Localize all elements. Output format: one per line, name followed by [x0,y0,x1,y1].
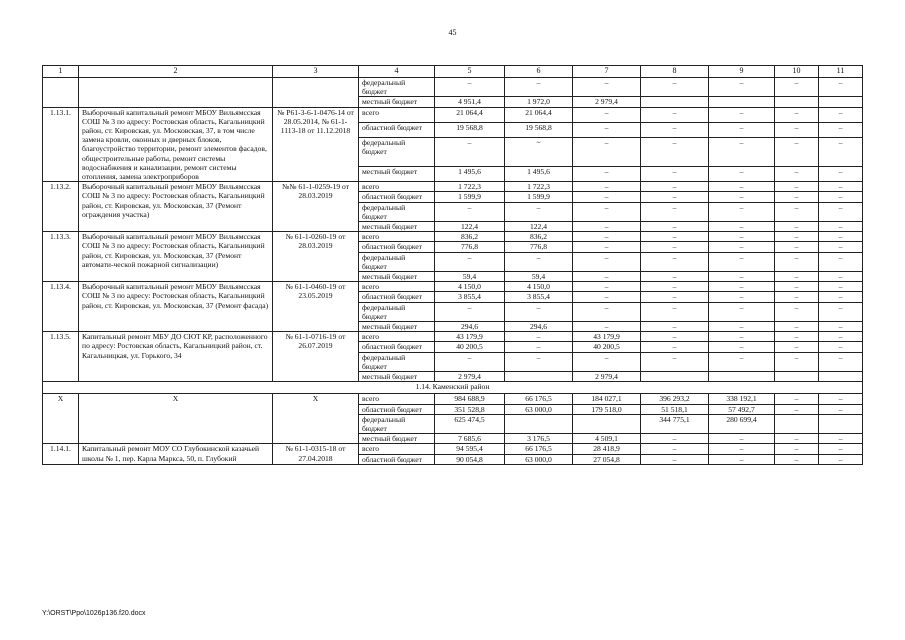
value-cell [641,372,709,382]
value-cell: 396 293,2 [641,394,709,404]
budget-label: всего [359,394,435,404]
region-row [43,382,863,394]
value-cell: – [709,272,775,282]
value-cell: 28 418,9 [573,444,641,454]
value-cell: 4 150,0 [435,282,505,292]
value-cell: – [641,192,709,202]
cell-num: 1.13.3. [43,232,79,282]
value-cell: – [775,434,819,444]
value-cell: 27 054,8 [573,454,641,464]
value-cell: – [709,352,775,371]
value-cell [819,414,863,433]
value-cell: – [435,138,505,167]
value-cell: 90 054,8 [435,454,505,464]
value-cell: – [775,167,819,182]
value-cell: – [435,78,505,97]
value-cell: – [775,302,819,321]
budget-label: федеральный бюджет [359,302,435,321]
value-cell: – [819,202,863,221]
budget-label: местный бюджет [359,97,435,107]
value-cell: – [775,107,819,122]
value-cell [641,97,709,107]
value-cell: 21 064,4 [435,107,505,122]
value-cell: – [775,138,819,167]
value-cell: – [819,242,863,252]
cell-desc: Выборочный капитальный ремонт МБОУ Вильямсская СОШ № 3 по адресу: Ростовская область, Кагальницкий район, ст. Кировская, ул. Московская, 37 (Ремонт ограждения участка) [79,182,273,232]
cell-doc: № 61-1-0260-19 от 28.03.2019 [273,232,359,282]
cell-desc: Х [79,394,273,444]
value-cell: – [641,302,709,321]
budget-label: федеральный бюджет [359,352,435,371]
value-cell: 2 979,4 [435,372,505,382]
value-cell: – [819,332,863,342]
value-cell: – [641,322,709,332]
value-cell: – [775,394,819,404]
value-cell: – [573,232,641,242]
value-cell [819,372,863,382]
value-cell: 40 200,5 [435,342,505,352]
budget-label: областной бюджет [359,242,435,252]
value-cell: – [641,138,709,167]
cell-desc: Выборочный капитальный ремонт МБОУ Вильямсская СОШ № 3 по адресу: Ростовская область, Кагальницкий район, ст. Кировская, ул. Московская, 37, в том числе замена кровли, оконных и дверных блоков, благоустройство территории, ремонт элементов фасадов, общестроительные работы, ремонт системы водоснабжения и канализации, ремонт системы отопления, замена электроприборов [79,107,273,182]
cell-num: 1.14.1. [43,444,79,464]
value-cell: – [435,252,505,271]
value-cell: 51 518,1 [641,404,709,414]
value-cell: 344 775,1 [641,414,709,433]
cell-doc: № 61-1-0716-19 от 26.07.2019 [273,332,359,382]
value-cell: – [641,282,709,292]
value-cell: – [819,122,863,137]
value-cell: – [819,454,863,464]
column-header-row [43,66,863,78]
value-cell: – [775,222,819,232]
column-header: 2 [79,66,273,78]
value-cell: – [641,332,709,342]
value-cell: – [775,78,819,97]
budget-label: федеральный бюджет [359,414,435,433]
value-cell: – [775,192,819,202]
budget-label: всего [359,332,435,342]
value-cell: – [573,78,641,97]
value-cell: – [505,332,573,342]
value-cell: – [819,352,863,371]
value-cell: – [505,352,573,371]
value-cell: – [775,202,819,221]
value-cell: – [573,202,641,221]
budget-label: областной бюджет [359,454,435,464]
column-header: 3 [273,66,359,78]
value-cell: – [709,232,775,242]
value-cell: 776,8 [435,242,505,252]
region-title: 1.14. Каменский район [43,382,863,394]
value-cell: – [641,444,709,454]
value-cell: 40 200,5 [573,342,641,352]
table-row [43,232,863,242]
value-cell: – [709,242,775,252]
budget-label: всего [359,232,435,242]
value-cell [819,97,863,107]
budget-label: местный бюджет [359,272,435,282]
value-cell: 19 568,8 [505,122,573,137]
value-cell: – [775,282,819,292]
value-cell: – [573,182,641,192]
value-cell [709,97,775,107]
value-cell: – [709,192,775,202]
value-cell [573,414,641,433]
value-cell: – [819,394,863,404]
value-cell: – [775,292,819,302]
value-cell: – [505,202,573,221]
value-cell: – [709,302,775,321]
value-cell: – [819,138,863,167]
value-cell: 4 150,0 [505,282,573,292]
value-cell: – [709,292,775,302]
value-cell: 2 979,4 [573,372,641,382]
value-cell: – [775,454,819,464]
value-cell [775,414,819,433]
items-body [43,107,863,332]
value-cell: – [819,222,863,232]
value-cell: – [641,454,709,464]
value-cell: – [819,252,863,271]
value-cell [709,372,775,382]
value-cell: 3 855,4 [505,292,573,302]
table-row [43,282,863,292]
cell-doc: № 61-1-0460-19 от 23.05.2019 [273,282,359,332]
cell-num: 1.13.2. [43,182,79,232]
value-cell: – [573,138,641,167]
column-header: 4 [359,66,435,78]
value-cell: 184 027,1 [573,394,641,404]
budget-label: областной бюджет [359,122,435,137]
budget-label: местный бюджет [359,322,435,332]
budget-label: федеральный бюджет [359,252,435,271]
budget-label: всего [359,444,435,454]
value-cell: – [819,434,863,444]
value-cell: – [709,222,775,232]
value-cell: 776,8 [505,242,573,252]
value-cell: 338 192,1 [709,394,775,404]
column-header: 11 [819,66,863,78]
value-cell: – [573,167,641,182]
value-cell [505,414,573,433]
table-row [43,394,863,404]
value-cell: – [641,342,709,352]
value-cell: – [505,252,573,271]
value-cell: – [505,302,573,321]
value-cell: – [641,182,709,192]
value-cell: – [775,272,819,282]
value-cell: – [819,322,863,332]
value-cell: 351 528,8 [435,404,505,414]
cell-doc: №№ 61-1-0259-19 от 28.03.2019 [273,182,359,232]
value-cell: – [775,342,819,352]
value-cell: – [573,322,641,332]
budget-label: федеральный бюджет [359,202,435,221]
value-cell: – [819,232,863,242]
value-cell: 43 179,9 [573,332,641,342]
budget-label: областной бюджет [359,342,435,352]
value-cell: 2 979,4 [573,97,641,107]
budget-label: областной бюджет [359,192,435,202]
value-cell: – [573,242,641,252]
value-cell: – [709,252,775,271]
value-cell: – [775,242,819,252]
value-cell: 1 495,6 [435,167,505,182]
value-cell: 4 509,1 [573,434,641,444]
value-cell: – [775,444,819,454]
value-cell: 94 595,4 [435,444,505,454]
value-cell: 984 688,9 [435,394,505,404]
value-cell: – [819,182,863,192]
value-cell: – [819,272,863,282]
value-cell: 1 495,6 [505,167,573,182]
value-cell: – [435,202,505,221]
value-cell: – [709,434,775,444]
table-row [43,332,863,342]
table-row [43,78,863,97]
value-cell: 66 176,5 [505,394,573,404]
value-cell: 21 064,4 [505,107,573,122]
value-cell [505,372,573,382]
value-cell: – [641,222,709,232]
budget-label: местный бюджет [359,167,435,182]
budget-label: областной бюджет [359,404,435,414]
value-cell: – [819,302,863,321]
value-cell: 1 599,9 [435,192,505,202]
value-cell: – [573,222,641,232]
value-cell: 3 855,4 [435,292,505,302]
value-cell: 3 176,5 [505,434,573,444]
column-header: 7 [573,66,641,78]
column-header: 10 [775,66,819,78]
cell-doc: № 61-1-0315-18 от 27.04.2018 [273,444,359,464]
value-cell: – [641,272,709,282]
value-cell: – [709,107,775,122]
value-cell: – [819,78,863,97]
value-cell: – [819,192,863,202]
budget-label: федеральный бюджет [359,78,435,97]
value-cell: – [709,202,775,221]
value-cell: – [641,202,709,221]
budget-label: местный бюджет [359,434,435,444]
value-cell: – [641,167,709,182]
value-cell: – [641,78,709,97]
value-cell: 59,4 [435,272,505,282]
value-cell [775,97,819,107]
value-cell: 280 699,4 [709,414,775,433]
value-cell: – [775,404,819,414]
value-cell: – [775,252,819,271]
value-cell: 7 685,6 [435,434,505,444]
budget-label: местный бюджет [359,222,435,232]
value-cell: – [775,352,819,371]
footer-file-path: Y:\ORST\Ppo\1026p136.f20.docx [42,610,146,617]
value-cell: – [505,342,573,352]
value-cell: 4 951,4 [435,97,505,107]
budget-label: всего [359,107,435,122]
value-cell: – [775,122,819,137]
value-cell: – [641,107,709,122]
value-cell: – [435,302,505,321]
value-cell: – [709,444,775,454]
value-cell: 836,2 [505,232,573,242]
value-cell: – [819,404,863,414]
value-cell: – [573,107,641,122]
value-cell: – [641,352,709,371]
value-cell: – [573,252,641,271]
value-cell: 63 000,0 [505,454,573,464]
value-cell: – [573,122,641,137]
value-cell: – [641,434,709,444]
table-row [43,107,863,122]
value-cell: – [709,167,775,182]
value-cell: 122,4 [435,222,505,232]
value-cell: – [573,282,641,292]
value-cell: 294,6 [505,322,573,332]
value-cell: – [573,272,641,282]
column-header: 6 [505,66,573,78]
value-cell: – [709,282,775,292]
value-cell: – [819,342,863,352]
value-cell: 122,4 [505,222,573,232]
value-cell: – [775,232,819,242]
budget-label: всего [359,282,435,292]
value-cell: – [819,167,863,182]
value-cell: – [641,242,709,252]
value-cell: – [819,292,863,302]
cell-num: 1.13.4. [43,282,79,332]
budget-label: местный бюджет [359,372,435,382]
column-header: 9 [709,66,775,78]
value-cell: 57 492,7 [709,404,775,414]
table-row [43,444,863,454]
value-cell: – [819,282,863,292]
value-cell [775,372,819,382]
value-cell: – [819,444,863,454]
value-cell: 836,2 [435,232,505,242]
value-cell: – [709,322,775,332]
value-cell: – [775,322,819,332]
value-cell: – [641,232,709,242]
cell-desc: Капитальный ремонт МОУ СО Глубокинской казачьей школы № 1, пер. Карла Маркса, 50, п. Глубокий [79,444,273,464]
cell-doc [273,78,359,108]
column-header: 8 [641,66,709,78]
value-cell: 1 722,3 [505,182,573,192]
column-header: 5 [435,66,505,78]
cell-num: 1.13.5. [43,332,79,382]
budget-label: областной бюджет [359,292,435,302]
budget-label: федеральный бюджет [359,138,435,167]
value-cell: 43 179,9 [435,332,505,342]
value-cell: – [641,292,709,302]
value-cell: – [641,122,709,137]
value-cell: – [573,292,641,302]
cell-num: 1.13.1. [43,107,79,182]
value-cell: – [709,182,775,192]
value-cell: ~ [505,138,573,167]
value-cell: – [775,332,819,342]
budget-table [42,65,863,465]
cell-doc: Х [273,394,359,444]
value-cell: 294,6 [435,322,505,332]
value-cell: 66 176,5 [505,444,573,454]
value-cell: – [505,78,573,97]
value-cell: – [573,352,641,371]
value-cell: 63 000,0 [505,404,573,414]
cell-desc: Выборочный капитальный ремонт МБОУ Вильямсская СОШ № 3 по адресу: Ростовская область, Кагальницкий район, ст. Кировская, ул. Московская, 37 (Ремонт фасада) [79,282,273,332]
value-cell: 1 972,0 [505,97,573,107]
value-cell: – [709,454,775,464]
cell-num: Х [43,394,79,444]
table-row [43,182,863,192]
budget-label: всего [359,182,435,192]
value-cell: 1 599,9 [505,192,573,202]
value-cell: – [709,138,775,167]
cell-doc: № Р61-3-6-1-0476-14 от 28.05.2014, № 61-1-1113-18 от 11.12.2018 [273,107,359,182]
value-cell: 1 722,3 [435,182,505,192]
value-cell: 19 568,8 [435,122,505,137]
value-cell: – [709,332,775,342]
value-cell: – [709,342,775,352]
value-cell: – [435,352,505,371]
column-header: 1 [43,66,79,78]
value-cell: – [573,192,641,202]
cell-num [43,78,79,108]
value-cell: – [641,252,709,271]
value-cell: – [819,107,863,122]
value-cell: – [573,302,641,321]
value-cell: 179 518,0 [573,404,641,414]
cell-desc: Капитальный ремонт МБУ ДО СЮТ КР, расположенного по адресу: Ростовская область, Кагальницкий район, ст. Кагальницкая, ул. Горького, 34 [79,332,273,382]
value-cell: – [775,182,819,192]
value-cell: 625 474,5 [435,414,505,433]
page-number: 45 [448,28,457,37]
value-cell: – [709,78,775,97]
value-cell: 59,4 [505,272,573,282]
cell-desc [79,78,273,108]
cell-desc: Выборочный капитальный ремонт МБОУ Вильямсская СОШ № 3 по адресу: Ростовская область, Кагальницкий район, ст. Кировская, ул. Московская, 37 (Ремонт автомати-ческой пожарной сигнализации) [79,232,273,282]
value-cell: – [709,122,775,137]
